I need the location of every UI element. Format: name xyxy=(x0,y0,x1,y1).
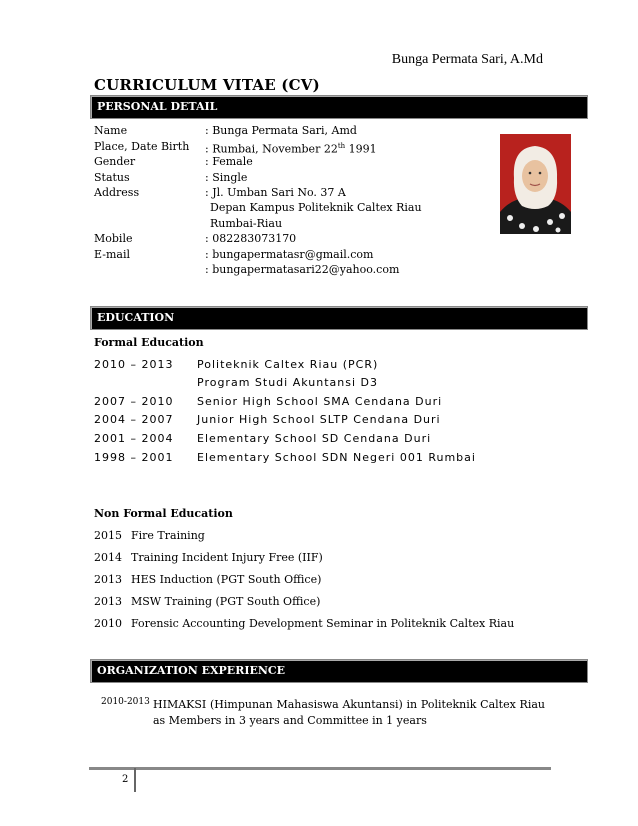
section-title-education: EDUCATION xyxy=(97,311,175,324)
education-years: 2004 – 2007 xyxy=(94,413,174,426)
nonformal-item: HES Induction (PGT South Office) xyxy=(131,573,322,586)
address-label: Address xyxy=(94,186,140,199)
nonformal-education-heading: Non Formal Education xyxy=(94,507,233,520)
email-value: : bungapermatasari22@yahoo.com xyxy=(205,263,400,276)
education-years: 2007 – 2010 xyxy=(94,395,174,408)
section-bar-organization xyxy=(90,659,588,683)
header-name: Bunga Permata Sari, A.Md xyxy=(391,52,543,67)
status-value: : Single xyxy=(205,171,248,184)
name-value: : Bunga Permata Sari, Amd xyxy=(205,124,357,137)
education-school: Politeknik Caltex Riau (PCR) xyxy=(197,358,379,371)
nonformal-item: Training Incident Injury Free (IIF) xyxy=(131,551,323,564)
section-bar-education xyxy=(90,306,588,330)
nonformal-item: MSW Training (PGT South Office) xyxy=(131,595,321,608)
footer-divider xyxy=(89,767,551,770)
section-title-organization: ORGANIZATION EXPERIENCE xyxy=(97,664,286,677)
birth-value: : Rumbai, November 22th 1991 xyxy=(205,142,377,156)
email-label: E-mail xyxy=(94,248,130,261)
education-school: Program Studi Akuntansi D3 xyxy=(197,376,378,389)
email-value: : bungapermatasr@gmail.com xyxy=(205,248,374,261)
birth-label: Place, Date Birth xyxy=(94,140,190,153)
organization-text: HIMAKSI (Himpunan Mahasiswa Akuntansi) in Politeknik Caltex Riau as Members in 3 years and Committee in 1 years xyxy=(153,698,545,727)
education-years: 2001 – 2004 xyxy=(94,432,174,445)
nonformal-year: 2014 xyxy=(94,551,122,564)
address-line: Depan Kampus Politeknik Caltex Riau xyxy=(210,201,422,214)
gender-value: : Female xyxy=(205,155,253,168)
document-title: CURRICULUM VITAE (CV) xyxy=(94,76,320,94)
name-label: Name xyxy=(94,124,128,137)
gender-label: Gender xyxy=(94,155,136,168)
education-school: Senior High School SMA Cendana Duri xyxy=(197,395,443,408)
nonformal-year: 2010 xyxy=(94,617,122,630)
mobile-value: : 082283073170 xyxy=(205,232,297,245)
section-bar-personal xyxy=(90,95,588,119)
address-line: Rumbai-Riau xyxy=(210,217,283,230)
nonformal-item: Fire Training xyxy=(131,529,205,542)
education-years: 2010 – 2013 xyxy=(94,358,174,371)
nonformal-year: 2013 xyxy=(94,595,122,608)
nonformal-year: 2015 xyxy=(94,529,122,542)
education-school: Elementary School SD Cendana Duri xyxy=(197,432,432,445)
education-years: 1998 – 2001 xyxy=(94,451,174,464)
education-school: Junior High School SLTP Cendana Duri xyxy=(197,413,441,426)
footer-vertical-divider xyxy=(134,768,136,792)
mobile-label: Mobile xyxy=(94,232,133,245)
profile-photo xyxy=(500,134,571,234)
page-number: 2 xyxy=(122,774,129,785)
formal-education-heading: Formal Education xyxy=(94,336,204,349)
nonformal-item: Forensic Accounting Development Seminar in Politeknik Caltex Riau xyxy=(131,617,515,630)
section-title-personal: PERSONAL DETAIL xyxy=(97,100,218,113)
address-line: : Jl. Umban Sari No. 37 A xyxy=(205,186,346,199)
nonformal-year: 2013 xyxy=(94,573,122,586)
education-school: Elementary School SDN Negeri 001 Rumbai xyxy=(197,451,476,464)
organization-years: 2010-2013 xyxy=(101,697,150,707)
status-label: Status xyxy=(94,171,130,184)
